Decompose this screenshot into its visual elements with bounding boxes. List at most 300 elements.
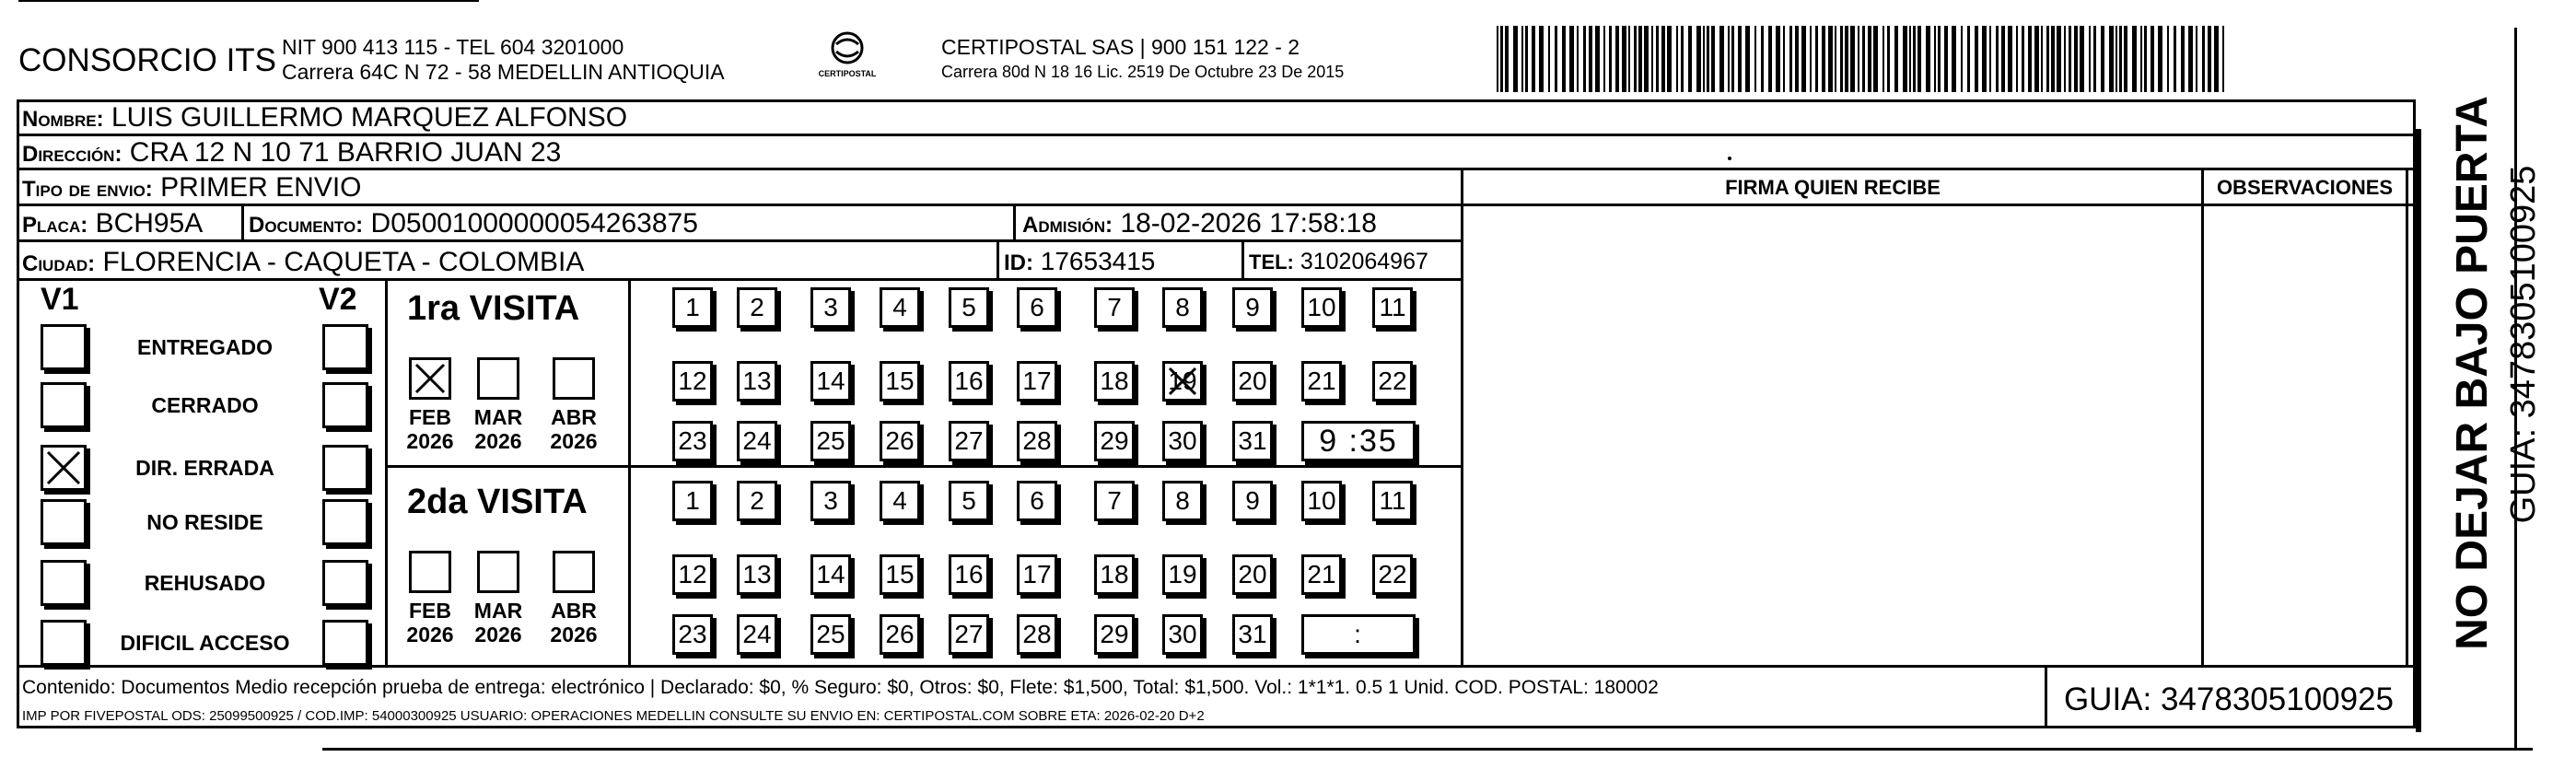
day-box[interactable] bbox=[1094, 614, 1135, 655]
barcode-bar bbox=[1661, 26, 1665, 92]
day-box[interactable] bbox=[737, 361, 777, 402]
barcode-bar bbox=[1967, 26, 1970, 92]
v1-checkbox[interactable] bbox=[41, 620, 87, 666]
day-number: 16 bbox=[954, 560, 984, 588]
barcode-bar bbox=[2208, 26, 2211, 92]
day-number: 11 bbox=[1379, 486, 1406, 515]
day-number: 25 bbox=[816, 426, 845, 455]
month-name: FEB bbox=[409, 599, 451, 623]
day-box[interactable] bbox=[1232, 287, 1273, 328]
day-box[interactable] bbox=[1094, 287, 1135, 328]
day-box[interactable] bbox=[1301, 481, 1342, 521]
barcode-bar bbox=[2001, 26, 2005, 92]
day-number: 10 bbox=[1307, 486, 1336, 515]
barcode-bar bbox=[1835, 26, 1836, 92]
barcode-bar bbox=[2214, 26, 2219, 92]
placa-value: BCH95A bbox=[95, 208, 204, 239]
barcode-bar bbox=[1707, 26, 1709, 92]
barcode-bar bbox=[1577, 26, 1579, 92]
status-label: REHUSADO bbox=[144, 571, 266, 595]
barcode-bar bbox=[1539, 26, 1544, 92]
day-number: 25 bbox=[816, 620, 845, 648]
day-box[interactable] bbox=[737, 287, 777, 328]
placa-label: Placa: bbox=[22, 213, 88, 238]
barcode-bar bbox=[1595, 26, 1600, 92]
id-label: ID: bbox=[1004, 250, 1033, 275]
month-checkbox[interactable] bbox=[409, 357, 451, 400]
time-box[interactable] bbox=[1301, 421, 1416, 461]
day-number: 15 bbox=[885, 367, 915, 395]
day-number: 30 bbox=[1168, 426, 1197, 455]
barcode-bar bbox=[2116, 26, 2117, 92]
day-number: 4 bbox=[892, 293, 907, 321]
barcode-bar bbox=[2046, 26, 2049, 92]
day-number: 15 bbox=[885, 560, 915, 588]
day-box[interactable] bbox=[880, 361, 920, 402]
logo-text: CERTIPOSTAL bbox=[818, 69, 877, 78]
barcode-bar bbox=[1789, 26, 1792, 92]
stray-dot bbox=[1728, 157, 1731, 160]
day-box[interactable] bbox=[949, 287, 989, 328]
day-number: 12 bbox=[678, 367, 707, 395]
day-number: 1 bbox=[685, 486, 700, 515]
barcode-bar bbox=[2151, 26, 2154, 92]
barcode-bar bbox=[1961, 26, 1963, 92]
day-number: 22 bbox=[1378, 367, 1407, 395]
barcode-bar bbox=[1975, 26, 1978, 92]
day-number: 22 bbox=[1378, 560, 1407, 588]
barcode-bar bbox=[1828, 26, 1833, 92]
status-label: CERRADO bbox=[151, 393, 259, 417]
barcode-bar bbox=[1754, 26, 1756, 92]
barcode-bar bbox=[1982, 26, 1987, 92]
barcode-bar bbox=[2132, 26, 2137, 92]
day-box[interactable] bbox=[1162, 554, 1203, 595]
barcode-bar bbox=[2057, 26, 2061, 92]
barcode-bar bbox=[1850, 26, 1855, 92]
barcode-bar bbox=[2034, 26, 2039, 92]
day-box[interactable] bbox=[949, 614, 989, 655]
barcode-bar bbox=[1521, 26, 1523, 92]
barcode-bar bbox=[1628, 26, 1630, 92]
barcode-bar bbox=[2202, 26, 2205, 92]
time-box[interactable] bbox=[1301, 614, 1416, 655]
month-year: 2026 bbox=[474, 429, 522, 453]
v1-checkbox[interactable] bbox=[41, 324, 87, 370]
barcode-bar bbox=[2093, 26, 2096, 92]
barcode-bar bbox=[1644, 26, 1649, 92]
day-number: 18 bbox=[1100, 560, 1129, 588]
barcode-bar bbox=[2080, 26, 2084, 92]
day-box[interactable] bbox=[672, 554, 713, 595]
footer-imp-line: IMP POR FIVEPOSTAL ODS: 25099500925 / COD.IMP: 54000300925 USUARIO: OPERACIONES MEDELLIN CONSULTE SU ENVIO EN: CERTIPOSTAL.COM SOBRE ETA: 2026-02-20 D+2 bbox=[22, 708, 1205, 724]
v2-checkbox[interactable] bbox=[322, 499, 368, 545]
footer-guia: GUIA: 3478305100925 bbox=[2063, 681, 2395, 717]
certipostal-license: Carrera 80d N 18 16 Lic. 2519 De Octubre 23 De 2015 bbox=[941, 63, 1345, 81]
barcode-bar bbox=[1761, 26, 1764, 92]
day-box[interactable] bbox=[737, 481, 777, 521]
nombre-label: Nombre: bbox=[22, 107, 104, 132]
day-number: 24 bbox=[742, 620, 772, 648]
barcode-bar bbox=[2124, 26, 2127, 92]
day-box[interactable] bbox=[737, 554, 777, 595]
barcode-bar bbox=[1589, 26, 1592, 92]
v2-checkbox[interactable] bbox=[322, 560, 368, 606]
day-box[interactable] bbox=[1017, 614, 1057, 655]
x-mark-icon bbox=[43, 448, 84, 488]
v1-checkbox[interactable] bbox=[41, 382, 87, 428]
day-box[interactable] bbox=[810, 361, 851, 402]
v2-checkbox[interactable] bbox=[322, 324, 368, 370]
barcode-bar bbox=[1676, 26, 1678, 92]
day-box[interactable] bbox=[1372, 554, 1413, 595]
day-number: 20 bbox=[1238, 367, 1267, 395]
documento-row bbox=[249, 210, 698, 238]
day-box[interactable] bbox=[810, 421, 851, 461]
day-box[interactable] bbox=[880, 481, 920, 521]
x-mark-icon bbox=[1165, 364, 1200, 399]
barcode-bar bbox=[1656, 26, 1659, 92]
month-year: 2026 bbox=[406, 429, 454, 453]
barcode-bar bbox=[1728, 26, 1730, 92]
barcode-bar bbox=[2196, 26, 2197, 92]
month-checkbox[interactable] bbox=[553, 357, 595, 400]
id-value: 17653415 bbox=[1040, 247, 1156, 275]
admision-row bbox=[1022, 210, 1377, 238]
barcode-bar bbox=[1909, 26, 1911, 92]
barcode bbox=[1497, 26, 2229, 92]
barcode-bar bbox=[2109, 26, 2114, 92]
barcode-bar bbox=[2167, 26, 2169, 92]
visit1-title: 1ra VISITA bbox=[407, 289, 580, 328]
direccion-value: CRA 12 N 10 71 BARRIO JUAN 23 bbox=[129, 137, 562, 168]
day-box[interactable] bbox=[810, 614, 851, 655]
day-box[interactable] bbox=[1094, 481, 1135, 521]
barcode-bar bbox=[1873, 26, 1878, 92]
admision-value: 18-02-2026 17:58:18 bbox=[1120, 208, 1377, 239]
barcode-bar bbox=[1822, 26, 1825, 92]
day-box[interactable] bbox=[1017, 421, 1057, 461]
day-box[interactable] bbox=[672, 481, 713, 521]
visit2-title: 2da VISITA bbox=[407, 483, 588, 521]
barcode-bar bbox=[1622, 26, 1626, 92]
documento-label: Documento: bbox=[249, 213, 364, 238]
barcode-bar bbox=[1776, 26, 1780, 92]
day-box[interactable] bbox=[1301, 361, 1342, 402]
day-number: 27 bbox=[954, 620, 984, 648]
barcode-bar bbox=[2022, 26, 2024, 92]
barcode-bar bbox=[1944, 26, 1948, 92]
day-box[interactable] bbox=[949, 421, 989, 461]
barcode-bar bbox=[1603, 26, 1605, 92]
nombre-value: LUIS GUILLERMO MARQUEZ ALFONSO bbox=[111, 102, 628, 133]
barcode-bar bbox=[1638, 26, 1642, 92]
day-number: 1 bbox=[685, 293, 700, 321]
day-number: 10 bbox=[1307, 293, 1336, 321]
day-box[interactable] bbox=[1162, 614, 1203, 655]
day-number: 6 bbox=[1030, 293, 1044, 321]
month-label bbox=[398, 405, 462, 453]
barcode-bar bbox=[2158, 26, 2162, 92]
barcode-bar bbox=[1500, 26, 1503, 92]
month-label bbox=[542, 599, 606, 646]
day-box[interactable] bbox=[810, 287, 851, 328]
barcode-bar bbox=[2064, 26, 2066, 92]
day-box[interactable] bbox=[1094, 421, 1135, 461]
day-box[interactable] bbox=[1017, 554, 1057, 595]
barcode-bar bbox=[2144, 26, 2147, 92]
day-box[interactable] bbox=[1232, 421, 1273, 461]
day-box[interactable] bbox=[949, 481, 989, 521]
month-year: 2026 bbox=[550, 623, 598, 646]
barcode-bar bbox=[1497, 26, 1498, 92]
day-number: 5 bbox=[962, 486, 976, 515]
barcode-bar bbox=[2016, 26, 2018, 92]
day-box[interactable] bbox=[737, 614, 777, 655]
month-name: ABR bbox=[551, 405, 597, 429]
day-number: 30 bbox=[1168, 620, 1197, 648]
barcode-bar bbox=[1989, 26, 1991, 92]
day-number: 26 bbox=[885, 620, 915, 648]
side-guia: GUIA: 3478305100925 bbox=[2504, 165, 2543, 524]
day-number: 27 bbox=[954, 426, 984, 455]
barcode-bar bbox=[2051, 26, 2055, 92]
barcode-bar bbox=[1996, 26, 1999, 92]
day-box[interactable] bbox=[1017, 361, 1057, 402]
barcode-bar bbox=[2008, 26, 2012, 92]
day-number: 5 bbox=[962, 293, 976, 321]
day-box[interactable] bbox=[1162, 287, 1203, 328]
day-box[interactable] bbox=[1017, 481, 1057, 521]
day-box[interactable] bbox=[949, 361, 989, 402]
tipo-value: PRIMER ENVIO bbox=[160, 172, 362, 203]
barcode-bar bbox=[1768, 26, 1772, 92]
barcode-bar bbox=[1738, 26, 1742, 92]
month-checkbox[interactable] bbox=[553, 551, 595, 593]
barcode-bar bbox=[1548, 26, 1550, 92]
barcode-bar bbox=[1562, 26, 1566, 92]
placa-row bbox=[22, 210, 203, 238]
barcode-bar bbox=[1745, 26, 1750, 92]
day-number: 17 bbox=[1022, 560, 1052, 588]
barcode-bar bbox=[1952, 26, 1956, 92]
no-dejar-bajo-puerta: NO DEJAR BAJO PUERTA bbox=[2448, 96, 2497, 650]
day-number: 31 bbox=[1238, 620, 1267, 648]
v2-checkbox[interactable] bbox=[322, 445, 368, 491]
day-number: 14 bbox=[816, 367, 845, 395]
day-number: 2 bbox=[750, 486, 764, 515]
barcode-bar bbox=[1532, 26, 1535, 92]
barcode-bar bbox=[1938, 26, 1941, 92]
day-box[interactable] bbox=[672, 287, 713, 328]
day-box[interactable] bbox=[1017, 287, 1057, 328]
day-number: 11 bbox=[1379, 293, 1406, 321]
barcode-bar bbox=[1840, 26, 1843, 92]
barcode-bar bbox=[1555, 26, 1557, 92]
day-number: 8 bbox=[1175, 293, 1190, 321]
day-box[interactable] bbox=[1301, 287, 1342, 328]
time-value: 9 :35 bbox=[1319, 423, 1398, 459]
day-box[interactable] bbox=[1232, 614, 1273, 655]
day-box[interactable] bbox=[1301, 554, 1342, 595]
month-name: MAR bbox=[473, 599, 523, 623]
v1-checkbox[interactable] bbox=[41, 560, 87, 606]
ciudad-value: FLORENCIA - CAQUETA - COLOMBIA bbox=[102, 247, 585, 277]
day-box[interactable] bbox=[810, 554, 851, 595]
tipo-row bbox=[22, 174, 362, 202]
barcode-bar bbox=[1815, 26, 1818, 92]
barcode-bar bbox=[2101, 26, 2104, 92]
day-number: 14 bbox=[816, 560, 845, 588]
month-year: 2026 bbox=[406, 623, 454, 646]
barcode-bar bbox=[1882, 26, 1884, 92]
barcode-bar bbox=[1615, 26, 1619, 92]
day-box[interactable] bbox=[672, 421, 713, 461]
day-box[interactable] bbox=[1232, 554, 1273, 595]
month-name: FEB bbox=[409, 405, 451, 429]
day-number: 16 bbox=[954, 367, 984, 395]
x-mark-icon bbox=[412, 360, 449, 397]
barcode-bar bbox=[1894, 26, 1898, 92]
day-box[interactable] bbox=[880, 554, 920, 595]
day-number: 24 bbox=[742, 426, 772, 455]
tipo-label: Tipo de envio: bbox=[22, 177, 153, 202]
barcode-bar bbox=[1858, 26, 1859, 92]
barcode-bar bbox=[1795, 26, 1799, 92]
day-number: 13 bbox=[742, 367, 772, 395]
status-label: DIFICIL ACCESO bbox=[120, 631, 290, 655]
month-checkbox[interactable] bbox=[477, 357, 519, 400]
day-box[interactable] bbox=[1372, 481, 1413, 521]
day-box[interactable] bbox=[810, 481, 851, 521]
day-box[interactable] bbox=[880, 287, 920, 328]
day-number: 2 bbox=[750, 293, 764, 321]
month-name: MAR bbox=[473, 405, 523, 429]
day-number: 18 bbox=[1100, 367, 1129, 395]
day-box[interactable] bbox=[672, 361, 713, 402]
barcode-bar bbox=[1783, 26, 1785, 92]
barcode-bar bbox=[1801, 26, 1806, 92]
frame-shadow bbox=[2416, 129, 2421, 732]
barcode-bar bbox=[1934, 26, 1936, 92]
day-box[interactable] bbox=[1162, 481, 1203, 521]
month-label bbox=[398, 599, 462, 646]
day-box[interactable] bbox=[1094, 554, 1135, 595]
status-label: DIR. ERRADA bbox=[135, 456, 274, 480]
day-number: 28 bbox=[1022, 620, 1052, 648]
month-label bbox=[466, 405, 530, 453]
day-number: 3 bbox=[823, 293, 838, 321]
day-number: 21 bbox=[1307, 367, 1336, 395]
month-checkbox[interactable] bbox=[409, 551, 451, 593]
day-box[interactable] bbox=[880, 614, 920, 655]
v1-checkbox[interactable] bbox=[41, 499, 87, 545]
barcode-bar bbox=[2222, 26, 2224, 92]
day-box[interactable] bbox=[949, 554, 989, 595]
day-box[interactable] bbox=[1232, 481, 1273, 521]
day-box[interactable] bbox=[880, 421, 920, 461]
day-number: 17 bbox=[1022, 367, 1052, 395]
month-checkbox[interactable] bbox=[477, 551, 519, 593]
barcode-bar bbox=[1634, 26, 1637, 92]
ciudad-label: Ciudad: bbox=[22, 251, 96, 276]
barcode-bar bbox=[2174, 26, 2176, 92]
barcode-bar bbox=[2041, 26, 2043, 92]
v1-checkbox[interactable] bbox=[41, 445, 87, 491]
direccion-label: Dirección: bbox=[22, 142, 122, 167]
tel-row bbox=[1249, 250, 1428, 274]
barcode-bar bbox=[1719, 26, 1724, 92]
barcode-bar bbox=[1609, 26, 1612, 92]
barcode-bar bbox=[1887, 26, 1890, 92]
id-row bbox=[1004, 249, 1155, 274]
barcode-bar bbox=[1731, 26, 1734, 92]
day-box[interactable] bbox=[1232, 361, 1273, 402]
day-number: 28 bbox=[1022, 426, 1052, 455]
barcode-bar bbox=[2140, 26, 2142, 92]
day-box[interactable] bbox=[1162, 421, 1203, 461]
company-nit: NIT 900 413 115 - TEL 604 3201000 bbox=[282, 35, 624, 59]
month-year: 2026 bbox=[474, 623, 522, 646]
day-box[interactable] bbox=[1094, 361, 1135, 402]
barcode-bar bbox=[1651, 26, 1653, 92]
barcode-bar bbox=[1525, 26, 1528, 92]
day-box[interactable] bbox=[1162, 361, 1203, 402]
day-number: 21 bbox=[1307, 560, 1336, 588]
firma-header: FIRMA QUIEN RECIBE bbox=[1725, 176, 1941, 199]
v2-checkbox[interactable] bbox=[322, 382, 368, 428]
barcode-bar bbox=[1681, 26, 1684, 92]
day-number: 23 bbox=[678, 426, 707, 455]
company-name: CONSORCIO ITS bbox=[18, 42, 277, 78]
day-number: 31 bbox=[1238, 426, 1267, 455]
barcode-bar bbox=[2089, 26, 2091, 92]
ciudad-row bbox=[22, 249, 584, 276]
day-number: 8 bbox=[1175, 486, 1190, 515]
day-box[interactable] bbox=[1372, 287, 1413, 328]
day-number: 29 bbox=[1100, 426, 1129, 455]
barcode-bar bbox=[1583, 26, 1586, 92]
barcode-bar bbox=[1667, 26, 1672, 92]
barcode-bar bbox=[1688, 26, 1692, 92]
barcode-bar bbox=[2119, 26, 2122, 92]
day-box[interactable] bbox=[672, 614, 713, 655]
day-number: 29 bbox=[1100, 620, 1129, 648]
month-name: ABR bbox=[551, 599, 597, 623]
month-year: 2026 bbox=[550, 429, 598, 453]
status-label: NO RESIDE bbox=[146, 510, 263, 534]
barcode-bar bbox=[1868, 26, 1871, 92]
day-number: 6 bbox=[1030, 486, 1044, 515]
barcode-bar bbox=[1926, 26, 1930, 92]
tel-label: TEL: bbox=[1249, 250, 1294, 274]
tel-value: 3102064967 bbox=[1300, 249, 1428, 274]
day-box[interactable] bbox=[1372, 361, 1413, 402]
footer-content-line: Contenido: Documentos Medio recepción prueba de entrega: electrónico | Declarado: $0, % Seguro: $0, Otros: $0, Flete: $1,500, Total: $1,500. Vol.: 1*1*1. 0.5 1 Unid. COD. POSTAL: 180002 bbox=[22, 677, 1659, 698]
month-label bbox=[466, 599, 530, 646]
barcode-bar bbox=[1569, 26, 1574, 92]
barcode-bar bbox=[2074, 26, 2078, 92]
barcode-bar bbox=[1917, 26, 1921, 92]
barcode-bar bbox=[1810, 26, 1812, 92]
month-label bbox=[542, 405, 606, 453]
day-number: 19 bbox=[1168, 560, 1197, 588]
observaciones-header: OBSERVACIONES bbox=[2216, 176, 2394, 199]
v2-checkbox[interactable] bbox=[322, 620, 368, 666]
day-box[interactable] bbox=[737, 421, 777, 461]
day-number: 9 bbox=[1245, 486, 1260, 515]
day-number: 19 bbox=[1168, 367, 1197, 395]
